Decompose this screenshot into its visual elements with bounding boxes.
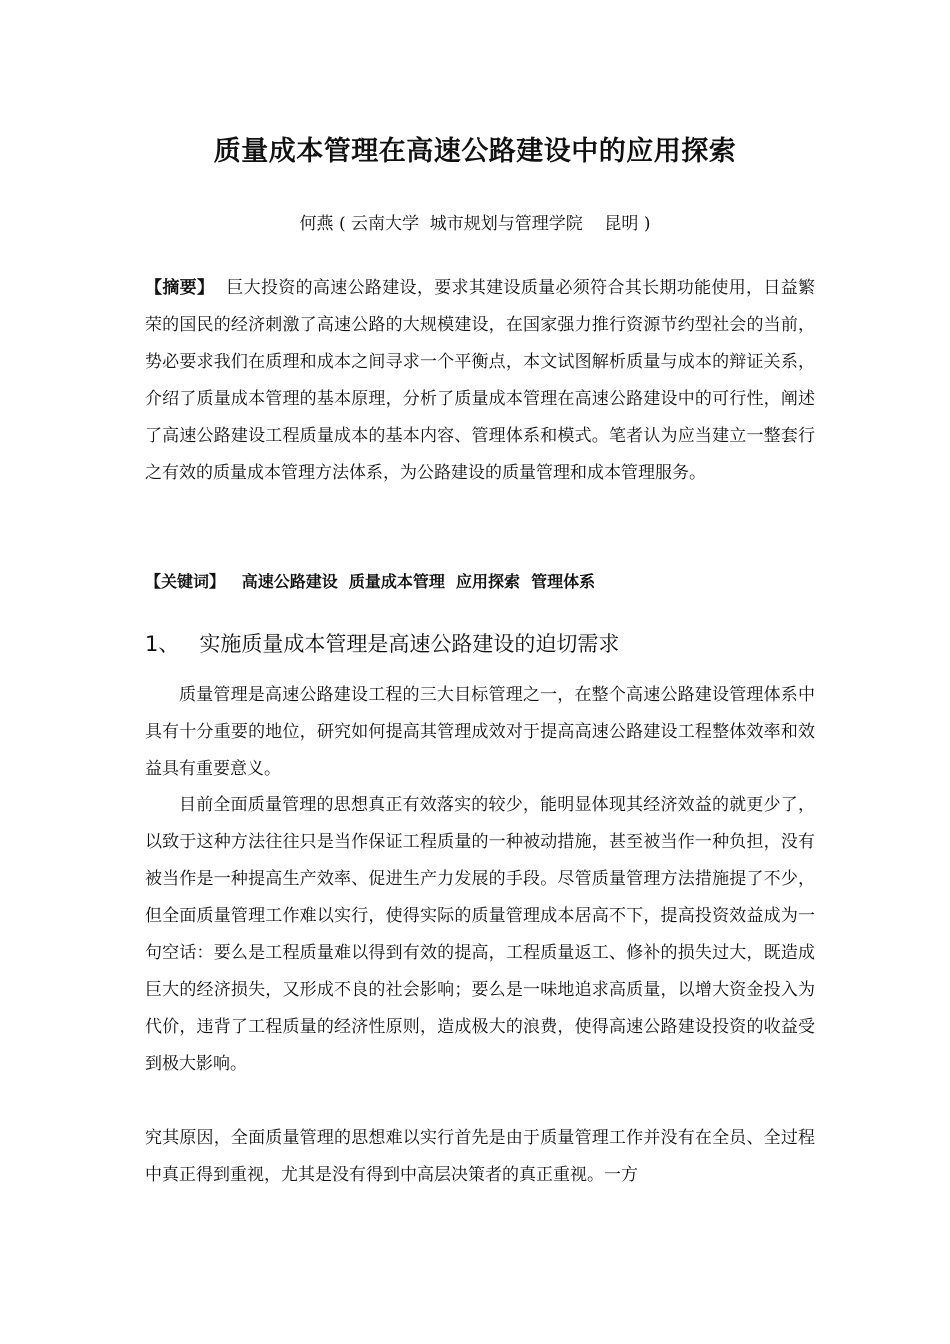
keywords-text: 高速公路建设 质量成本管理 应用探索 管理体系 [241,572,596,591]
section-1-number: 1、 [145,632,180,656]
author-line: 何燕 ( 云南大学 城市规划与管理学院 昆明 ) [299,214,651,234]
body-paragraph: 目前全面质量管理的思想真正有效落实的较少，能明显体现其经济效益的就更少了，以致于这种方法往往只是当作保证工程质量的一种被动措施，甚至被当作一种负担，没有被当作是一种提高生产效率、促进生产力发展的手段。尽管质量管理方法措施提了不少，但全面质量管理工作难以实行，使得实际的质量管理成本居高不下，提高投资效益成为一句空话：要么是工程质量难以得到有效的提高，工程质量返工、修补的损失过大，既造成巨大的经济损失，又形成不良的社会影响；要么是一味地追求高质量，以增大资金投入为代价，违背了工程质量的经济性原则，造成极大的浪费，使得高速公路建设投资的收益受到极大影响。 [145,795,815,1074]
paper-title: 质量成本管理在高速公路建设中的应用探索 [213,136,737,167]
keywords-line [145,568,815,596]
body-paragraph: 究其原因，全面质量管理的思想难以实行首先是由于质量管理工作并没有在全员、全过程中真正得到重视，尤其是没有得到中高层决策者的真正重视。一方 [145,1128,815,1185]
abstract-text: 巨大投资的高速公路建设，要求其建设质量必须符合其长期功能使用，日益繁荣的国民的经济刺激了高速公路的大规模建设，在国家强力推行资源节约型社会的当前，势必要求我们在质理和成本之间寻求一个平衡点，本文试图解析质量与成本的辩证关系，介绍了质量成本管理的基本原理，分析了质量成本管理在高速公路建设中的可行性，阐述了高速公路建设工程质量成本的基本内容、管理体系和模式。笔者认为应当建立一整套行之有效的质量成本管理方法体系，为公路建设的质量管理和成本管理服务。 [145,278,816,483]
abstract-label: 【摘要】 [145,278,215,298]
body-paragraph: 质量管理是高速公路建设工程的三大目标管理之一，在整个高速公路建设管理体系中具有十分重要的地位，研究如何提高其管理成效对于提高高速公路建设工程整体效率和效益具有重要意义。 [145,685,815,779]
section-1-heading [145,627,815,661]
abstract-paragraph [145,270,815,492]
keywords-label: 【关键词】 [145,572,226,591]
section-1-title: 实施质量成本管理是高速公路建设的迫切需求 [199,632,620,656]
